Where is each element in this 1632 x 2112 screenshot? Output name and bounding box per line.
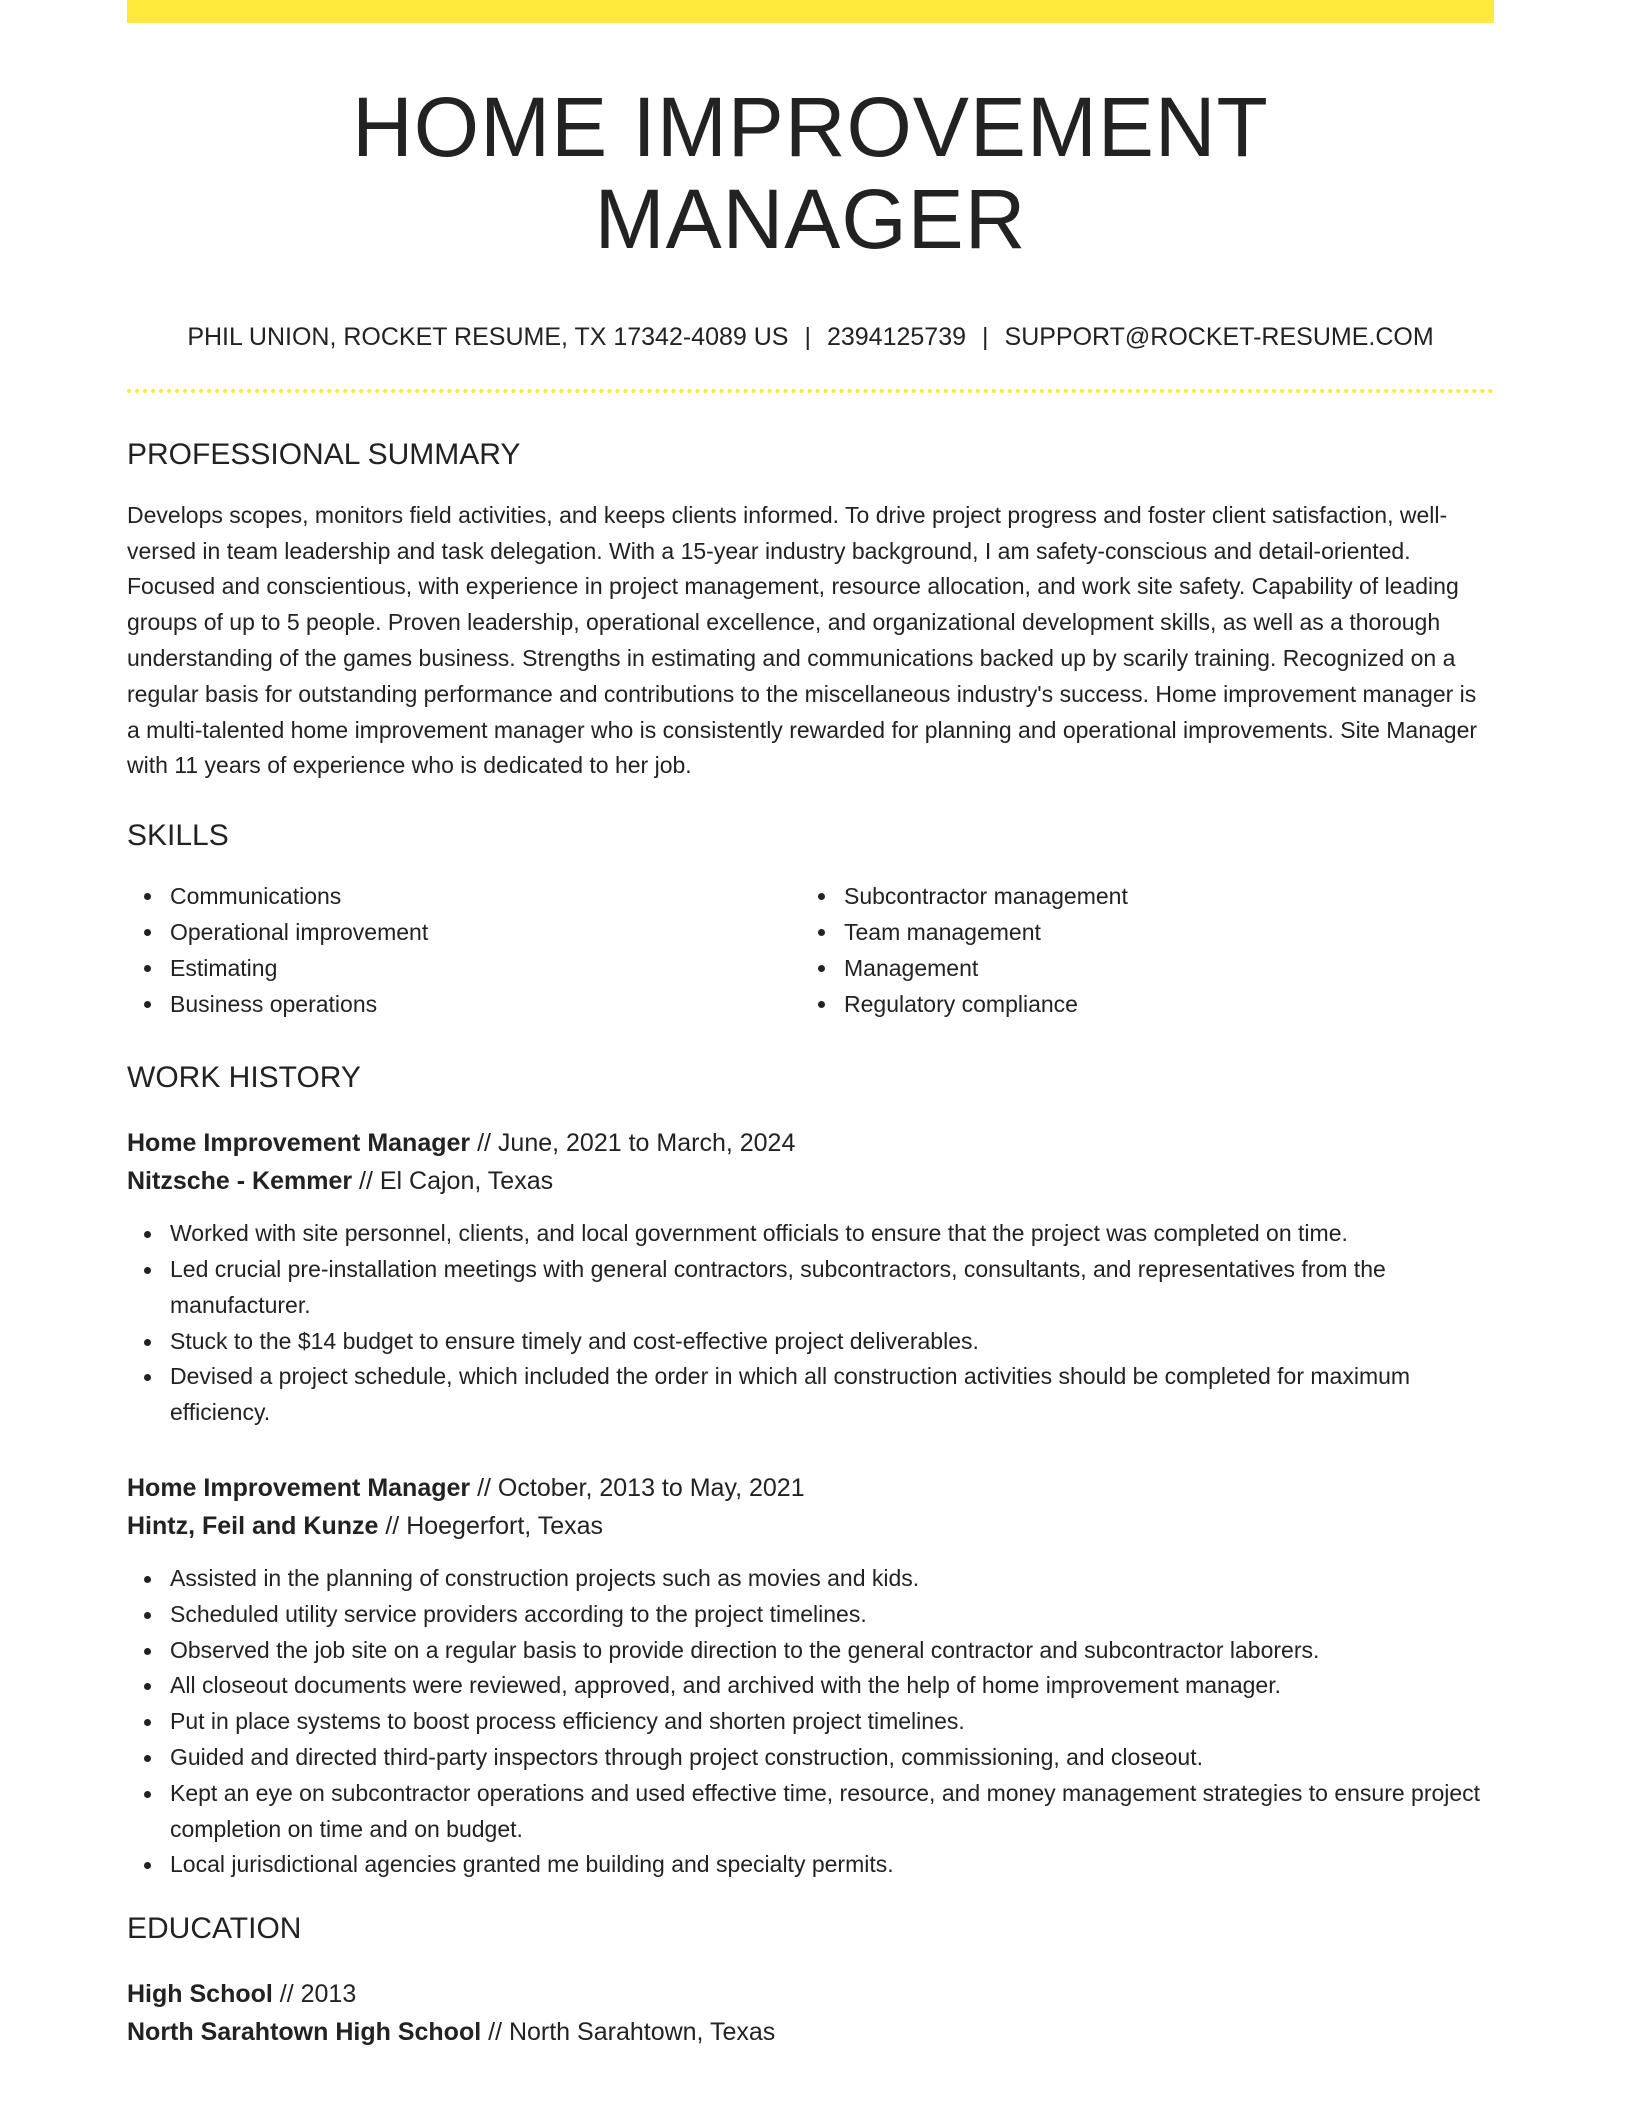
contact-separator: | [982, 322, 989, 351]
job-company: Hintz, Feil and Kunze [127, 1511, 379, 1540]
resume-title: HOME IMPROVEMENT MANAGER [352, 80, 1269, 267]
skill-item: Team management [844, 914, 1475, 950]
skill-item: Communications [170, 878, 801, 914]
job-title-line [127, 1124, 1494, 1162]
job-bullets [127, 1216, 1494, 1431]
job-bullet: Assisted in the planning of construction projects such as movies and kids. [170, 1561, 1494, 1597]
education-year: // 2013 [272, 1980, 357, 2009]
job-company-line [127, 1507, 1494, 1545]
education-location: // North Sarahtown, Texas [481, 2018, 776, 2047]
job-bullet: Stuck to the $14 budget to ensure timely and cost-effective project deliverables. [170, 1324, 1494, 1360]
contact-separator: | [804, 322, 811, 351]
contact-email: SUPPORT@ROCKET-RESUME.COM [1004, 322, 1434, 351]
skills-grid [127, 878, 1494, 1022]
job-bullet: Local jurisdictional agencies granted me building and specialty permits. [170, 1847, 1494, 1883]
skill-item: Estimating [170, 950, 801, 986]
education-school-line [127, 2013, 1494, 2051]
education-degree-line [127, 1975, 1494, 2013]
education-entry [127, 1975, 1494, 2051]
job-title: Home Improvement Manager [127, 1473, 471, 1502]
job-dates: // June, 2021 to March, 2024 [470, 1129, 796, 1158]
education-degree: High School [127, 1980, 273, 2009]
job-entry [127, 1124, 1494, 1431]
work-history-heading: WORK HISTORY [127, 1061, 361, 1095]
skills-column-left [127, 878, 801, 1022]
summary-text: Develops scopes, monitors field activities, and keeps clients informed. To drive project progress and foster client satisfaction, well-versed in team leadership and task delegation. With a 15-year industry background, I am safety-conscious and detail-oriented. Focused and conscientious, with experience in project management, resource allocation, and work site safety. Capability of leading groups of up to 5 people. Proven leadership, operational excellence, and organizational development skills, as well as a thorough understanding of the games business. Strengths in estimating and communications backed up by scarily training. Recognized on a regular basis for outstanding performance and contributions to the miscellaneous industry's success. Home improvement manager is a multi-talented home improvement manager who is consistently rewarded for planning and operational improvements. Site Manager with 11 years of experience who is dedicated to her job. [127, 501, 1478, 779]
skills-column-right [801, 878, 1475, 1022]
skill-item: Subcontractor management [844, 878, 1475, 914]
resume-page [127, 0, 1494, 2051]
job-title: Home Improvement Manager [127, 1129, 471, 1158]
skill-item: Business operations [170, 986, 801, 1022]
job-bullet: Led crucial pre-installation meetings with general contractors, subcontractors, consultants, and representatives from the manufacturer. [170, 1252, 1494, 1324]
job-bullet: Observed the job site on a regular basis to provide direction to the general contractor and subcontractor laborers. [170, 1633, 1494, 1669]
job-bullet: Kept an eye on subcontractor operations and used effective time, resource, and money management strategies to ensure project completion on time and on budget. [170, 1776, 1494, 1848]
skill-item: Management [844, 950, 1475, 986]
job-entry [127, 1469, 1494, 1883]
job-company-line [127, 1162, 1494, 1200]
top-accent-bar [127, 0, 1494, 23]
dotted-divider [127, 389, 1494, 393]
education-school: North Sarahtown High School [127, 2018, 482, 2047]
job-bullet: All closeout documents were reviewed, approved, and archived with the help of home improvement manager. [170, 1668, 1494, 1704]
job-location: // Hoegerfort, Texas [378, 1511, 604, 1540]
job-bullets [127, 1561, 1494, 1883]
job-title-line [127, 1469, 1494, 1507]
contact-line [127, 322, 1494, 352]
job-location: // El Cajon, Texas [352, 1167, 554, 1196]
skill-item: Operational improvement [170, 914, 801, 950]
job-bullet: Put in place systems to boost process efficiency and shorten project timelines. [170, 1704, 1494, 1740]
job-dates: // October, 2013 to May, 2021 [470, 1473, 805, 1502]
skill-item: Regulatory compliance [844, 986, 1475, 1022]
education-heading: EDUCATION [127, 1912, 302, 1946]
job-bullet: Guided and directed third-party inspectors through project construction, commissioning, and closeout. [170, 1740, 1494, 1776]
job-bullet: Worked with site personnel, clients, and local government officials to ensure that the project was completed on time. [170, 1216, 1494, 1252]
summary-heading: PROFESSIONAL SUMMARY [127, 437, 521, 471]
skills-heading: SKILLS [127, 819, 229, 853]
job-bullet: Scheduled utility service providers according to the project timelines. [170, 1597, 1494, 1633]
job-company: Nitzsche - Kemmer [127, 1167, 353, 1196]
contact-address: PHIL UNION, ROCKET RESUME, TX 17342-4089 US [187, 322, 789, 351]
job-bullet: Devised a project schedule, which included the order in which all construction activities should be completed for maximum efficiency. [170, 1359, 1494, 1431]
contact-phone: 2394125739 [826, 322, 967, 351]
